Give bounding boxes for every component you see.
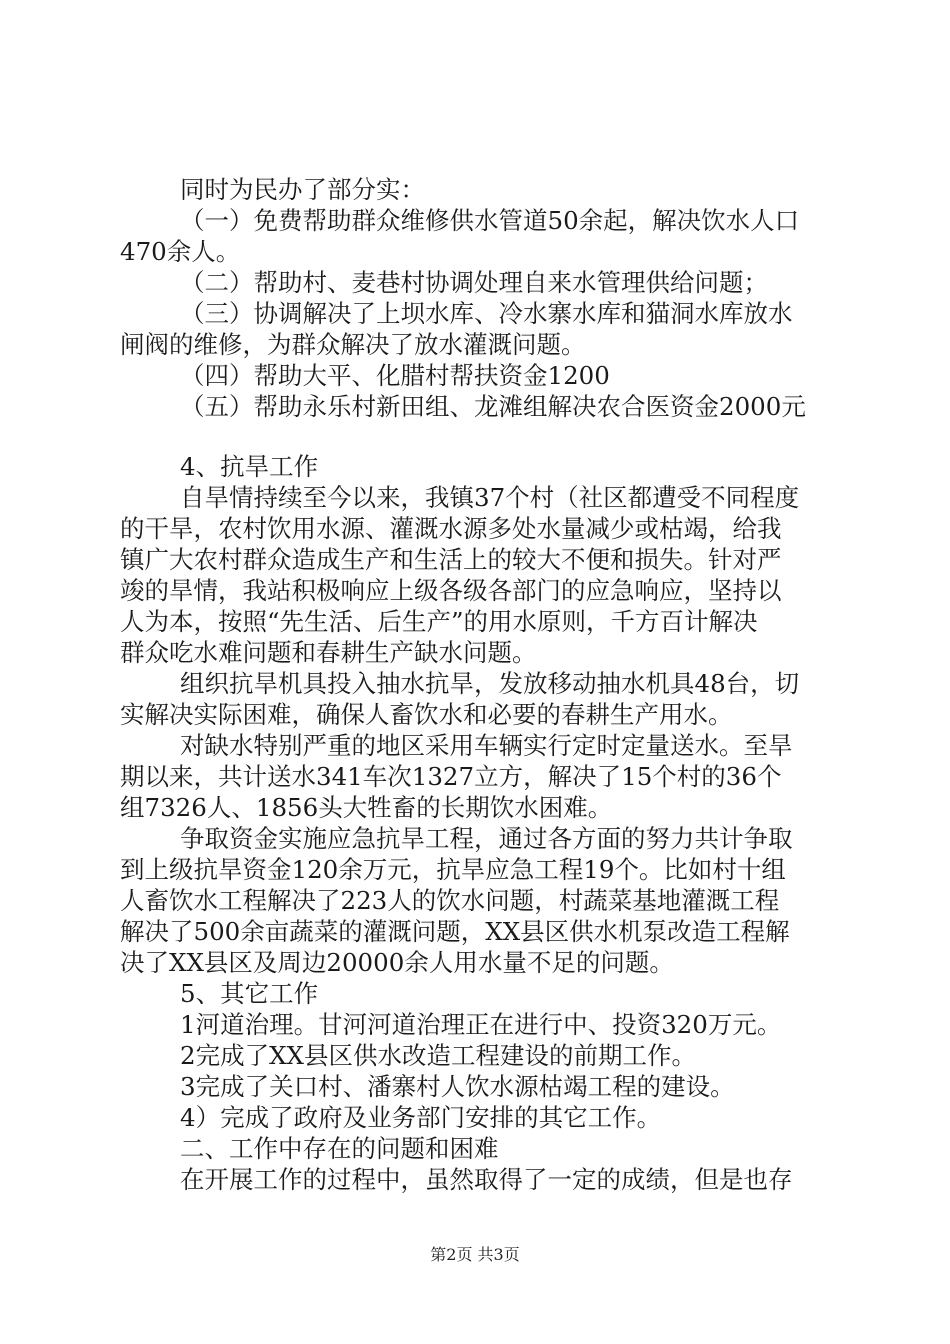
text-line: （一）免费帮助群众维修供水管道50余起，解决饮水人口 <box>180 206 800 235</box>
text-line: 470余人。 <box>120 237 241 266</box>
text-line: 的干旱，农村饮用水源、灌溉水源多处水量减少或枯竭，给我 <box>120 514 782 543</box>
text-line: 实解决实际困难，确保人畜饮水和必要的春耕生产用水。 <box>120 700 733 729</box>
text-line: 争取资金实施应急抗旱工程，通过各方面的努力共计争取 <box>180 824 793 853</box>
text-line: 同时为民办了部分实： <box>180 175 425 204</box>
text-line: 镇广大农村群众造成生产和生活上的较大不便和损失。针对严 <box>120 545 782 574</box>
section-heading: 4、抗旱工作 <box>180 452 319 481</box>
text-line: （三）协调解决了上坝水库、冷水寨水库和猫洞水库放水 <box>180 299 793 328</box>
text-line: 竣的旱情，我站积极响应上级各级各部门的应急响应，坚持以 <box>120 576 782 605</box>
text-line: 到上级抗旱资金120余万元，抗旱应急工程19个。比如村十组 <box>120 855 786 884</box>
text-line: 决了XX县区及周边20000余人用水量不足的问题。 <box>120 948 674 977</box>
text-line: 3完成了关口村、潘寨村人饮水源枯竭工程的建设。 <box>180 1072 735 1101</box>
text-line: 4）完成了政府及业务部门安排的其它工作。 <box>180 1103 662 1132</box>
text-line: 期以来，共计送水341车次1327立方，解决了15个村的36个 <box>120 762 782 791</box>
text-line: 自旱情持续至今以来，我镇37个村（社区都遭受不同程度 <box>180 483 800 512</box>
text-line: 1河道治理。甘河河道治理正在进行中、投资320万元。 <box>180 1010 782 1039</box>
text-line: 人为本，按照“先生活、后生产”的用水原则，千方百计解决 <box>120 607 758 636</box>
text-line: （二）帮助村、麦巷村协调处理自来水管理供给问题； <box>180 268 768 297</box>
section-heading: 二、工作中存在的问题和困难 <box>180 1134 499 1163</box>
text-line: 2完成了XX县区供水改造工程建设的前期工作。 <box>180 1041 696 1070</box>
text-line: 对缺水特别严重的地区采用车辆实行定时定量送水。至旱 <box>180 731 793 760</box>
page-number: 第2页 共3页 <box>430 1245 520 1264</box>
text-line: （四）帮助大平、化腊村帮扶资金1200 <box>180 361 610 390</box>
text-line: 解决了500余亩蔬菜的灌溉问题，XX县区供水机泵改造工程解 <box>120 917 790 946</box>
text-line: 群众吃水难问题和春耕生产缺水问题。 <box>120 638 537 667</box>
text-line: 组7326人、1856头大牲畜的长期饮水困难。 <box>120 793 613 822</box>
section-heading: 5、其它工作 <box>180 979 319 1008</box>
text-line: 人畜饮水工程解决了223人的饮水问题，村蔬菜基地灌溉工程 <box>120 886 780 915</box>
text-line: （五）帮助永乐村新田组、龙滩组解决农合医资金2000元 <box>180 392 806 421</box>
text-line: 组织抗旱机具投入抽水抗旱，发放移动抽水机具48台，切 <box>180 669 800 698</box>
text-line: 闸阀的维修，为群众解决了放水灌溉问题。 <box>120 330 586 359</box>
text-line: 在开展工作的过程中，虽然取得了一定的成绩，但是也存 <box>180 1165 793 1194</box>
